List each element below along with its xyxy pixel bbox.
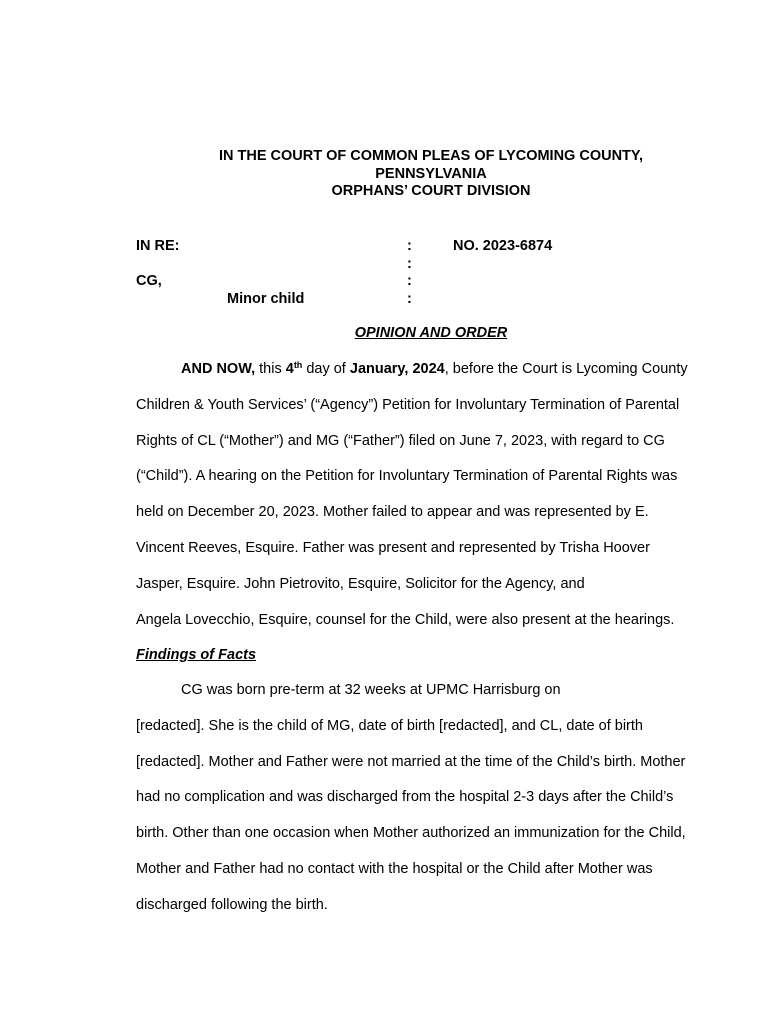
findings-line-7: discharged following the birth. [136,896,328,913]
intro-lead: AND NOW, [181,361,256,377]
intro-text: this [255,361,286,377]
intro-line-2: Children & Youth Services’ (“Agency”) Petition for Involuntary Termination of Parental [136,396,680,413]
intro-text: , before the Court is Lycoming County [444,361,688,377]
intro-text: day of [302,361,350,377]
intro-line-6: Vincent Reeves, Esquire. Father was present and represented by Trisha Hoover [136,539,650,556]
in-re-label: IN RE: [136,238,180,254]
case-number: NO. 2023-6874 [453,238,553,254]
court-heading-line-1: IN THE COURT OF COMMON PLEAS OF LYCOMING COUNTY, [219,148,643,164]
caption-colon: : [407,290,412,307]
findings-line-3: [redacted]. Mother and Father were not married at the time of the Child’s birth. Mother [136,753,686,770]
caption-spacer [136,256,386,274]
case-caption-parties [136,238,386,308]
court-heading [136,148,726,201]
party-description: Minor child [227,290,305,307]
findings-line-2: [redacted]. She is the child of MG, date of birth [redacted], and CL, date of birth [136,717,643,734]
opinion-title: OPINION AND ORDER [354,325,508,341]
intro-line-8: Angela Lovecchio, Esquire, counsel for the Child, were also present at the hearings. [136,611,675,628]
findings-line-4: had no complication and was discharged from the hospital 2-3 days after the Child’s [136,789,674,806]
court-heading-line-3: ORPHANS’ COURT DIVISION [331,183,531,199]
intro-line-4: (“Child”). A hearing on the Petition for Involuntary Termination of Parental Rights was [136,468,678,485]
intro-line-1 [136,352,726,388]
caption-colon: : [407,255,412,272]
findings-title: Findings of Facts [136,647,257,663]
intro-date: January, 2024 [349,361,445,377]
caption-colon: : [407,238,412,254]
intro-line-5: held on December 20, 2023. Mother failed to appear and was represented by E. [136,504,649,521]
intro-day-suffix: th [293,360,303,370]
findings-line-5: birth. Other than one occasion when Mother authorized an immunization for the Child, [136,825,686,842]
intro-paragraph [136,352,726,638]
party-name: CG, [136,273,162,289]
caption-colons [407,238,419,308]
intro-day-number: 4 [285,361,294,377]
caption-colon: : [407,273,412,289]
findings-line-6: Mother and Father had no contact with the hospital or the Child after Mother was [136,860,653,877]
court-heading-line-2: PENNSYLVANIA [375,165,487,182]
intro-line-7: Jasper, Esquire. John Pietrovito, Esquire, Solicitor for the Agency, and [136,575,585,592]
intro-line-3: Rights of CL (“Mother”) and MG (“Father”) filed on June 7, 2023, with regard to CG [136,432,665,449]
findings-paragraph [136,673,726,924]
findings-line-1: CG was born pre-term at 32 weeks at UPMC Harrisburg on [181,682,561,698]
